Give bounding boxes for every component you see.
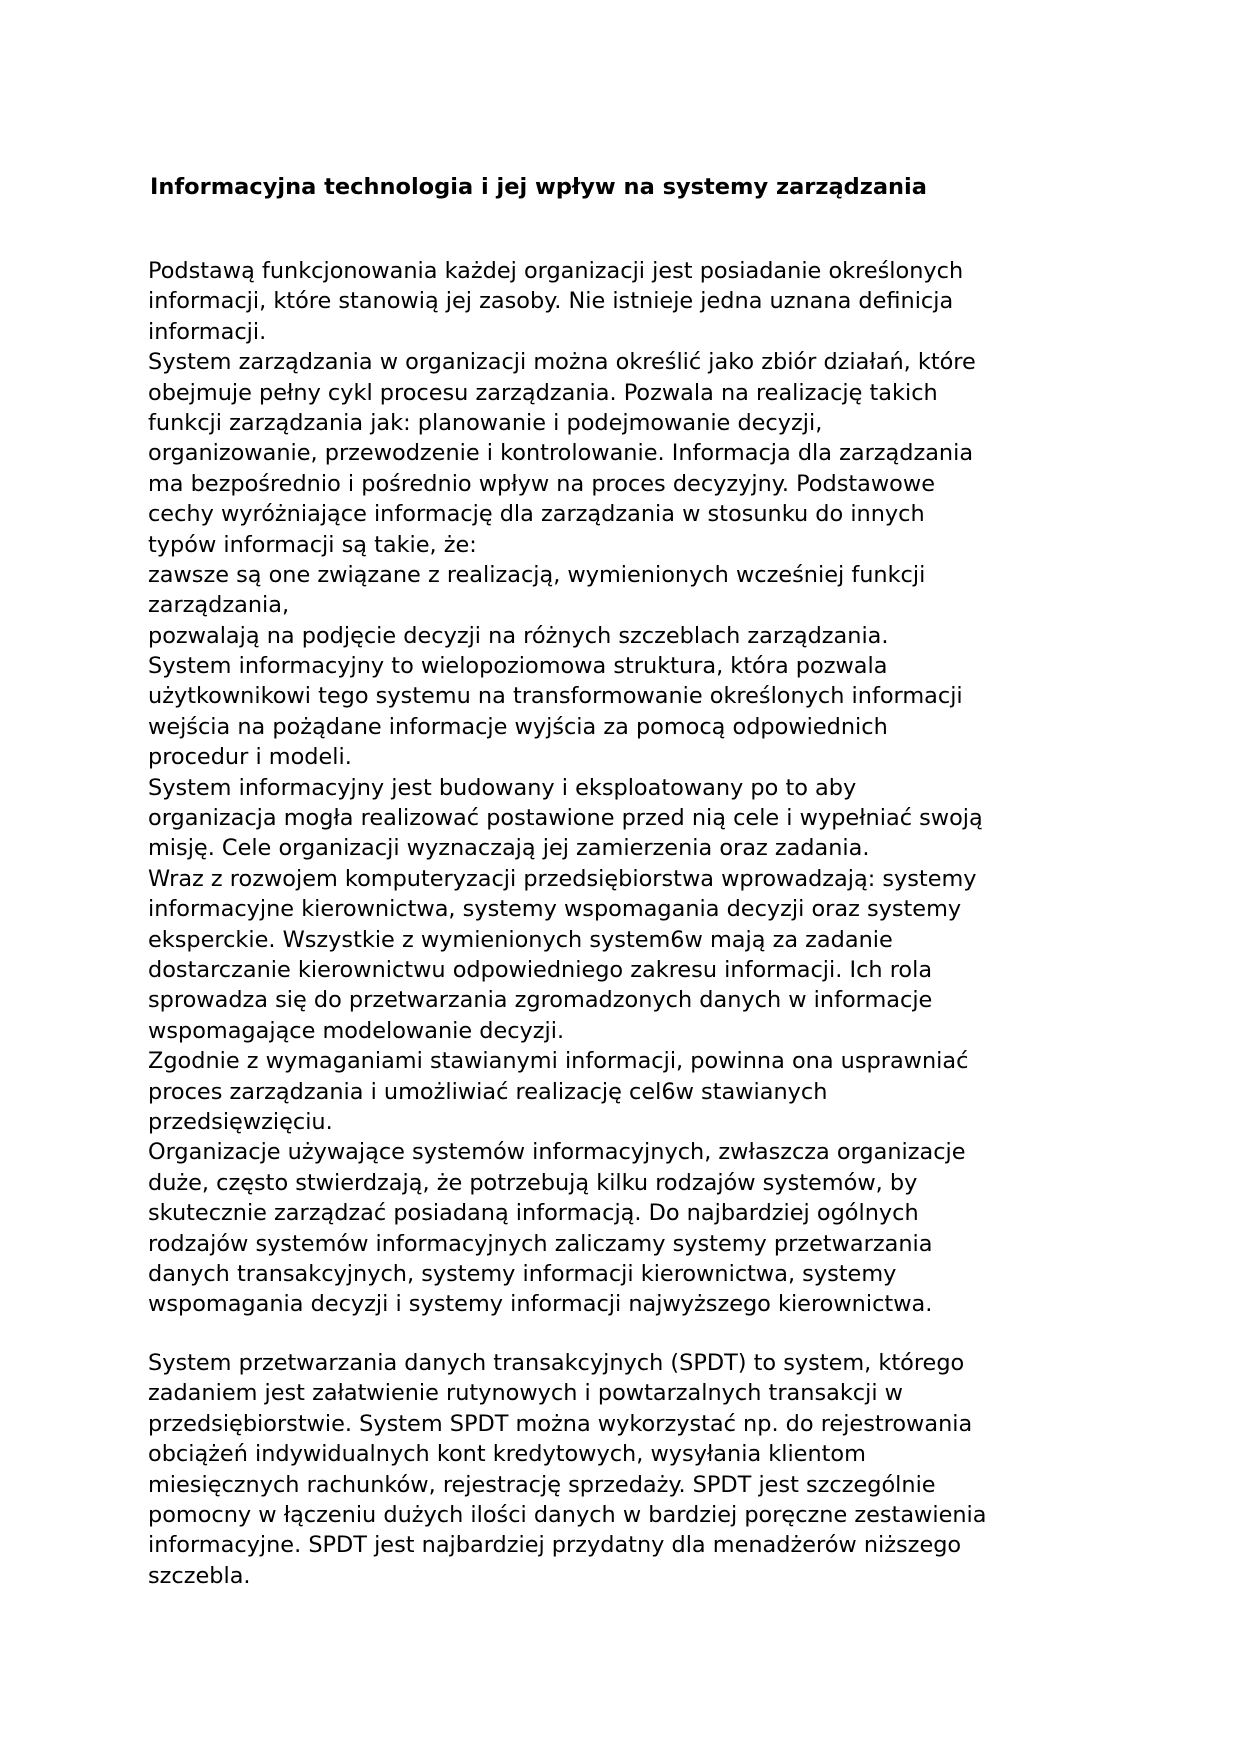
- text-line: eksperckie. Wszystkie z wymienionych system6w mają za zadanie: [148, 926, 893, 953]
- text-line: dostarczanie kierownictwu odpowiedniego zakresu informacji. Ich rola: [148, 956, 933, 983]
- text-line: obejmuje pełny cykl procesu zarządzania. Pozwala na realizację takich: [148, 379, 938, 406]
- text-line: informacyjne kierownictwa, systemy wspomagania decyzji oraz systemy: [148, 896, 962, 923]
- text-line: organizacja mogła realizować postawione przed nią cele i wypełniać swoją: [148, 805, 983, 832]
- text-line: Organizacje używające systemów informacyjnych, zwłaszcza organizacje: [148, 1139, 966, 1166]
- text-line: proces zarządzania i umożliwiać realizację cel6w stawianych: [148, 1078, 828, 1105]
- text-line: użytkownikowi tego systemu na transformowanie określonych informacji: [148, 683, 963, 710]
- text-line: pozwalają na podjęcie decyzji na różnych szczeblach zarządzania.: [148, 622, 889, 649]
- body-paragraph-spdt: [148, 1348, 1098, 1591]
- text-line: wspomagające modelowanie decyzji.: [148, 1017, 565, 1044]
- text-line: obciążeń indywidualnych kont kredytowych, wysyłania klientom: [148, 1441, 866, 1468]
- text-line: informacji.: [148, 318, 267, 345]
- text-line: Podstawą funkcjonowania każdej organizacji jest posiadanie określonych: [148, 258, 964, 284]
- text-line: System informacyjny jest budowany i eksploatowany po to aby: [148, 774, 857, 801]
- text-line: ma bezpośrednio i pośrednio wpływ na proces decyzyjny. Podstawowe: [148, 470, 935, 497]
- text-line: zawsze są one związane z realizacją, wymienionych wcześniej funkcji: [148, 561, 926, 588]
- text-line: System zarządzania w organizacji można określić jako zbiór działań, które: [148, 349, 976, 376]
- document-title: Informacyjna technologia i jej wpływ na systemy zarządzania: [150, 174, 927, 200]
- text-line: wejścia na pożądane informacje wyjścia za pomocą odpowiednich: [148, 713, 888, 740]
- text-line: rodzajów systemów informacyjnych zaliczamy systemy przetwarzania: [148, 1230, 933, 1257]
- text-line: danych transakcyjnych, systemy informacji kierownictwa, systemy: [148, 1260, 897, 1287]
- text-line: Wraz z rozwojem komputeryzacji przedsiębiorstwa wprowadzają: systemy: [148, 865, 977, 892]
- text-line: szczebla.: [148, 1562, 251, 1589]
- text-line: misję. Cele organizacji wyznaczają jej zamierzenia oraz zadania.: [148, 835, 870, 862]
- text-line: zadaniem jest załatwienie rutynowych i powtarzalnych transakcji w: [148, 1380, 903, 1407]
- text-line: informacyjne. SPDT jest najbardziej przydatny dla menadżerów niższego: [148, 1532, 962, 1559]
- text-line: cechy wyróżniające informację dla zarządzania w stosunku do innych: [148, 501, 925, 528]
- text-line: Zgodnie z wymaganiami stawianymi informacji, powinna ona usprawniać: [148, 1048, 969, 1075]
- text-line: duże, często stwierdzają, że potrzebują kilku rodzajów systemów, by: [148, 1169, 918, 1196]
- body-paragraph-main: [148, 256, 1098, 1320]
- text-line: System przetwarzania danych transakcyjnych (SPDT) to system, którego: [148, 1350, 965, 1376]
- text-line: sprowadza się do przetwarzania zgromadzonych danych w informacje: [148, 987, 933, 1014]
- text-line: pomocny w łączeniu dużych ilości danych w bardziej poręczne zestawienia: [148, 1501, 987, 1528]
- text-line: informacji, które stanowią jej zasoby. Nie istnieje jedna uznana definicja: [148, 288, 954, 315]
- text-line: przedsięwzięciu.: [148, 1108, 333, 1135]
- text-line: zarządzania,: [148, 592, 290, 619]
- text-line: System informacyjny to wielopoziomowa struktura, która pozwala: [148, 653, 888, 680]
- text-line: przedsiębiorstwie. System SPDT można wykorzystać np. do rejestrowania: [148, 1410, 973, 1437]
- text-line: typów informacji są takie, że:: [148, 531, 477, 558]
- text-line: organizowanie, przewodzenie i kontrolowanie. Informacja dla zarządzania: [148, 440, 974, 467]
- text-line: wspomagania decyzji i systemy informacji najwyższego kierownictwa.: [148, 1291, 933, 1318]
- text-line: miesięcznych rachunków, rejestrację sprzedaży. SPDT jest szczególnie: [148, 1471, 936, 1498]
- text-line: funkcji zarządzania jak: planowanie i podejmowanie decyzji,: [148, 409, 823, 436]
- text-line: skutecznie zarządzać posiadaną informacją. Do najbardziej ogólnych: [148, 1200, 919, 1227]
- text-line: procedur i modeli.: [148, 744, 352, 771]
